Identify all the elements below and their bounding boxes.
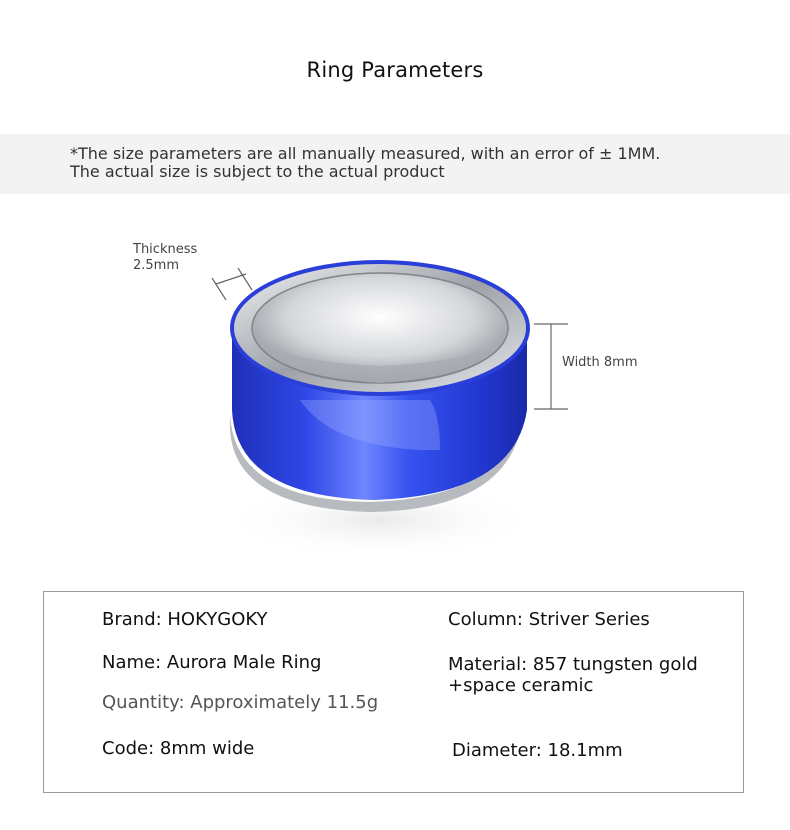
thickness-label: Thickness: [133, 242, 198, 257]
spec-material-line-2: +space ceramic: [448, 675, 594, 696]
ring-illustration-area: [0, 200, 790, 580]
spec-name: Name: Aurora Male Ring: [102, 652, 322, 673]
spec-material-line-1: Material: 857 tungsten gold: [448, 654, 698, 675]
width-annotation: Width 8mm: [562, 355, 638, 370]
page-title: Ring Parameters: [306, 58, 484, 82]
spec-diameter: Diameter: 18.1mm: [452, 740, 623, 761]
thickness-marker: [212, 268, 252, 300]
spec-brand: Brand: HOKYGOKY: [102, 609, 268, 630]
spec-table: [43, 591, 744, 793]
spec-code: Code: 8mm wide: [102, 738, 255, 759]
notice-line-1: *The size parameters are all manually measured, with an error of ± 1MM.: [70, 144, 661, 163]
spec-quantity: Quantity: Approximately 11.5g: [102, 692, 379, 713]
thickness-annotation: [133, 242, 197, 274]
measurement-notice: [0, 134, 790, 194]
notice-line-2: The actual size is subject to the actual product: [70, 162, 445, 181]
ring-image: [0, 200, 790, 580]
spec-column: Column: Striver Series: [448, 609, 650, 630]
thickness-value: 2.5mm: [133, 258, 180, 273]
